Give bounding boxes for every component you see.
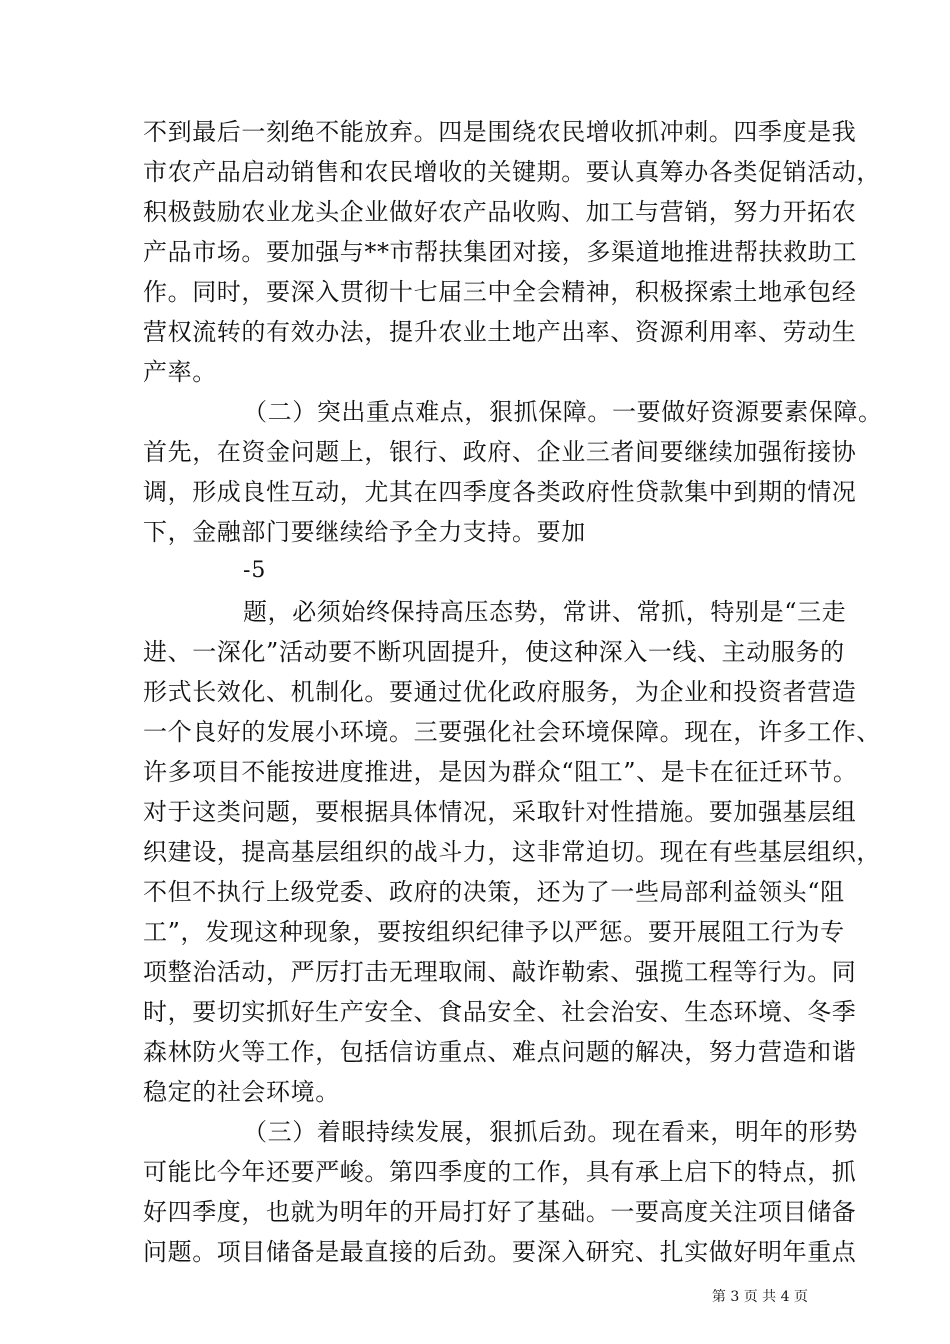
text-line: 首先，在资金问题上，银行、政府、企业三者间要继续加强衔接协 xyxy=(143,438,857,466)
text-line: 下，金融部门要继续给予全力支持。要加 xyxy=(143,518,586,546)
text-line: 产品市场。要加强与**市帮扶集团对接，多渠道地推进帮扶救助工 xyxy=(143,238,857,266)
text-line: 时，要切实抓好生产安全、食品安全、社会治安、生态环境、冬季 xyxy=(143,998,857,1026)
text-line: （二）突出重点难点，狠抓保障。一要做好资源要素保障。 xyxy=(243,398,883,426)
text-line: 一个良好的发展小环境。三要强化社会环境保障。现在，许多工作、 xyxy=(143,718,881,746)
text-line: 市农产品启动销售和农民增收的关键期。要认真筹办各类促销活动， xyxy=(143,158,881,186)
text-line: 营权流转的有效办法，提升农业土地产出率、资源利用率、劳动生 xyxy=(143,318,857,346)
text-line: 不到最后一刻绝不能放弃。四是围绕农民增收抓冲刺。四季度是我 xyxy=(143,118,857,146)
text-line: 形式长效化、机制化。要通过优化政府服务，为企业和投资者营造 xyxy=(143,678,857,706)
text-line: 进、一深化”活动要不断巩固提升，使这种深入一线、主动服务的 xyxy=(143,638,845,666)
text-line: 工”，发现这种现象，要按组织纪律予以严惩。要开展阻工行为专 xyxy=(143,918,845,946)
text-line: 森林防火等工作，包括信访重点、难点问题的解决，努力营造和谐 xyxy=(143,1038,857,1066)
text-line: 项整治活动，严厉打击无理取闹、敲诈勒索、强揽工程等行为。同 xyxy=(143,958,857,986)
text-line: 对于这类问题，要根据具体情况，采取针对性措施。要加强基层组 xyxy=(143,798,857,826)
text-line: 可能比今年还要严峻。第四季度的工作，具有承上启下的特点，抓 xyxy=(143,1158,857,1186)
text-line: 织建设，提高基层组织的战斗力，这非常迫切。现在有些基层组织， xyxy=(143,838,881,866)
text-line: 不但不执行上级党委、政府的决策，还为了一些局部利益领头“阻 xyxy=(143,878,845,906)
text-line: 作。同时，要深入贯彻十七届三中全会精神，积极探索土地承包经 xyxy=(143,278,857,306)
text-line: 许多项目不能按进度推进，是因为群众“阻工”、是卡在征迁环节。 xyxy=(143,758,858,786)
text-line: 好四季度，也就为明年的开局打好了基础。一要高度关注项目储备 xyxy=(143,1198,857,1226)
page-footer: 第 3 页 共 4 页 xyxy=(711,1289,808,1305)
text-line: 问题。项目储备是最直接的后劲。要深入研究、扎实做好明年重点 xyxy=(143,1238,857,1266)
text-line: 积极鼓励农业龙头企业做好农产品收购、加工与营销，努力开拓农 xyxy=(143,198,857,226)
text-line: 稳定的社会环境。 xyxy=(143,1078,340,1106)
page-marker: -5 xyxy=(243,558,267,583)
text-line: 题，必须始终保持高压态势，常讲、常抓，特别是“三走 xyxy=(243,598,847,626)
text-line: （三）着眼持续发展，狠抓后劲。现在看来，明年的形势 xyxy=(243,1118,858,1146)
text-line: 调，形成良性互动，尤其在四季度各类政府性贷款集中到期的情况 xyxy=(143,478,857,506)
text-line: 产率。 xyxy=(143,358,217,386)
